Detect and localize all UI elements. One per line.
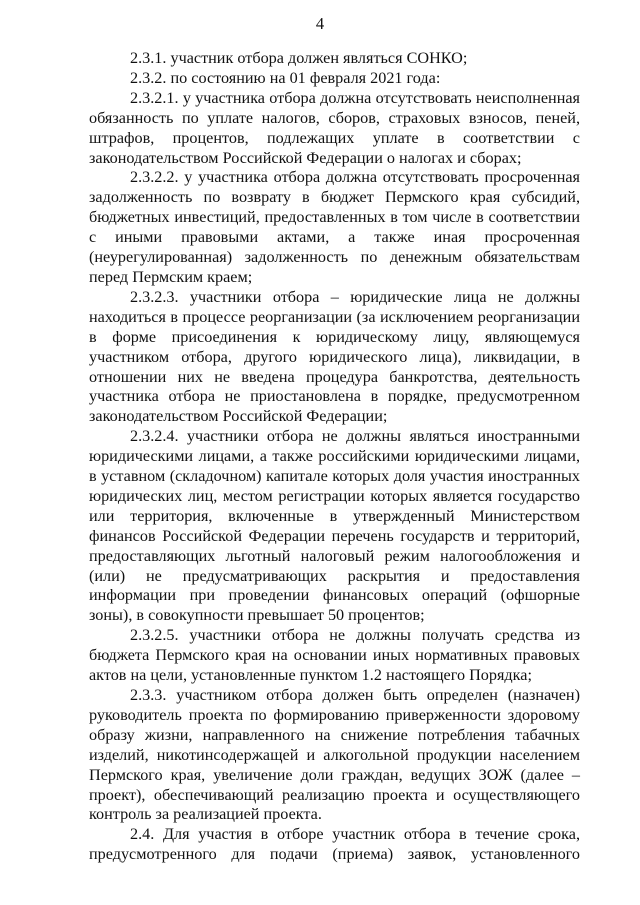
document-body (89, 49, 580, 865)
paragraph-2-3-2-4: 2.3.2.4. участники отбора не должны являться иностранными юридическими лицами, а также российскими юридическими лицами, в уставном (складочном) капитале которых доля участия иностранных юридических лиц, местом регистрации которых является государство или территория, включенные в утвержденный Министерством финансов Российской Федерации перечень государств и территорий, предоставляющих льготный налоговый режим налогообложения и (или) не предусматривающих раскрытия и предоставления информации при проведении финансовых операций (офшорные зоны), в совокупности превышает 50 процентов; (89, 427, 580, 625)
page-number: 4 (315, 14, 325, 33)
paragraph-2-3-2-5: 2.3.2.5. участники отбора не должны получать средства из бюджета Пермского края на основании иных нормативных правовых актов на цели, установленные пунктом 1.2 настоящего Порядка; (89, 626, 580, 685)
paragraph-2-3-2: 2.3.2. по состоянию на 01 февраля 2021 года: (130, 68, 441, 87)
paragraph-2-4: 2.4. Для участия в отборе участник отбора в течение срока, предусмотренного для подачи (приема) заявок, установленного (89, 825, 580, 864)
paragraph-2-3-2-1: 2.3.2.1. у участника отбора должна отсутствовать неисполненная обязанность по уплате налогов, сборов, страховых взносов, пеней, штрафов, процентов, подлежащих уплате в соответствии с законодательством Российской Федерации о налогах и сборах; (89, 88, 580, 167)
paragraph-2-3-3: 2.3.3. участником отбора должен быть определен (назначен) руководитель проекта по формированию приверженности здоровому образу жизни, направленного на снижение потребления табачных изделий, никотинсодержащей и алкогольной продукции населением Пермского края, увеличение доли граждан, ведущих ЗОЖ (далее – проект), обеспечивающий реализацию проекта и осуществляющего контроль за реализацией проекта. (89, 686, 580, 824)
paragraph-2-3-2-2: 2.3.2.2. у участника отбора должна отсутствовать просроченная задолженность по возврату в бюджет Пермского края субсидий, бюджетных инвестиций, предоставленных в том числе в соответствии с иными правовыми актами, а также иная просроченная (неурегулированная) задолженность по денежным обязательствам перед Пермским краем; (89, 168, 580, 286)
paragraph-2-3-1: 2.3.1. участник отбора должен являться СОНКО; (130, 49, 468, 67)
paragraph-2-3-2-3: 2.3.2.3. участники отбора – юридические лица не должны находиться в процессе реорганизации (за исключением реорганизации в форме присоединения к юридическому лицу, являющемуся участником отбора, другого юридического лица), ликвидации, в отношении них не введена процедура банкротства, деятельность участника отбора не приостановлена в порядке, предусмотренном законодательством Российской Федерации; (89, 287, 580, 426)
